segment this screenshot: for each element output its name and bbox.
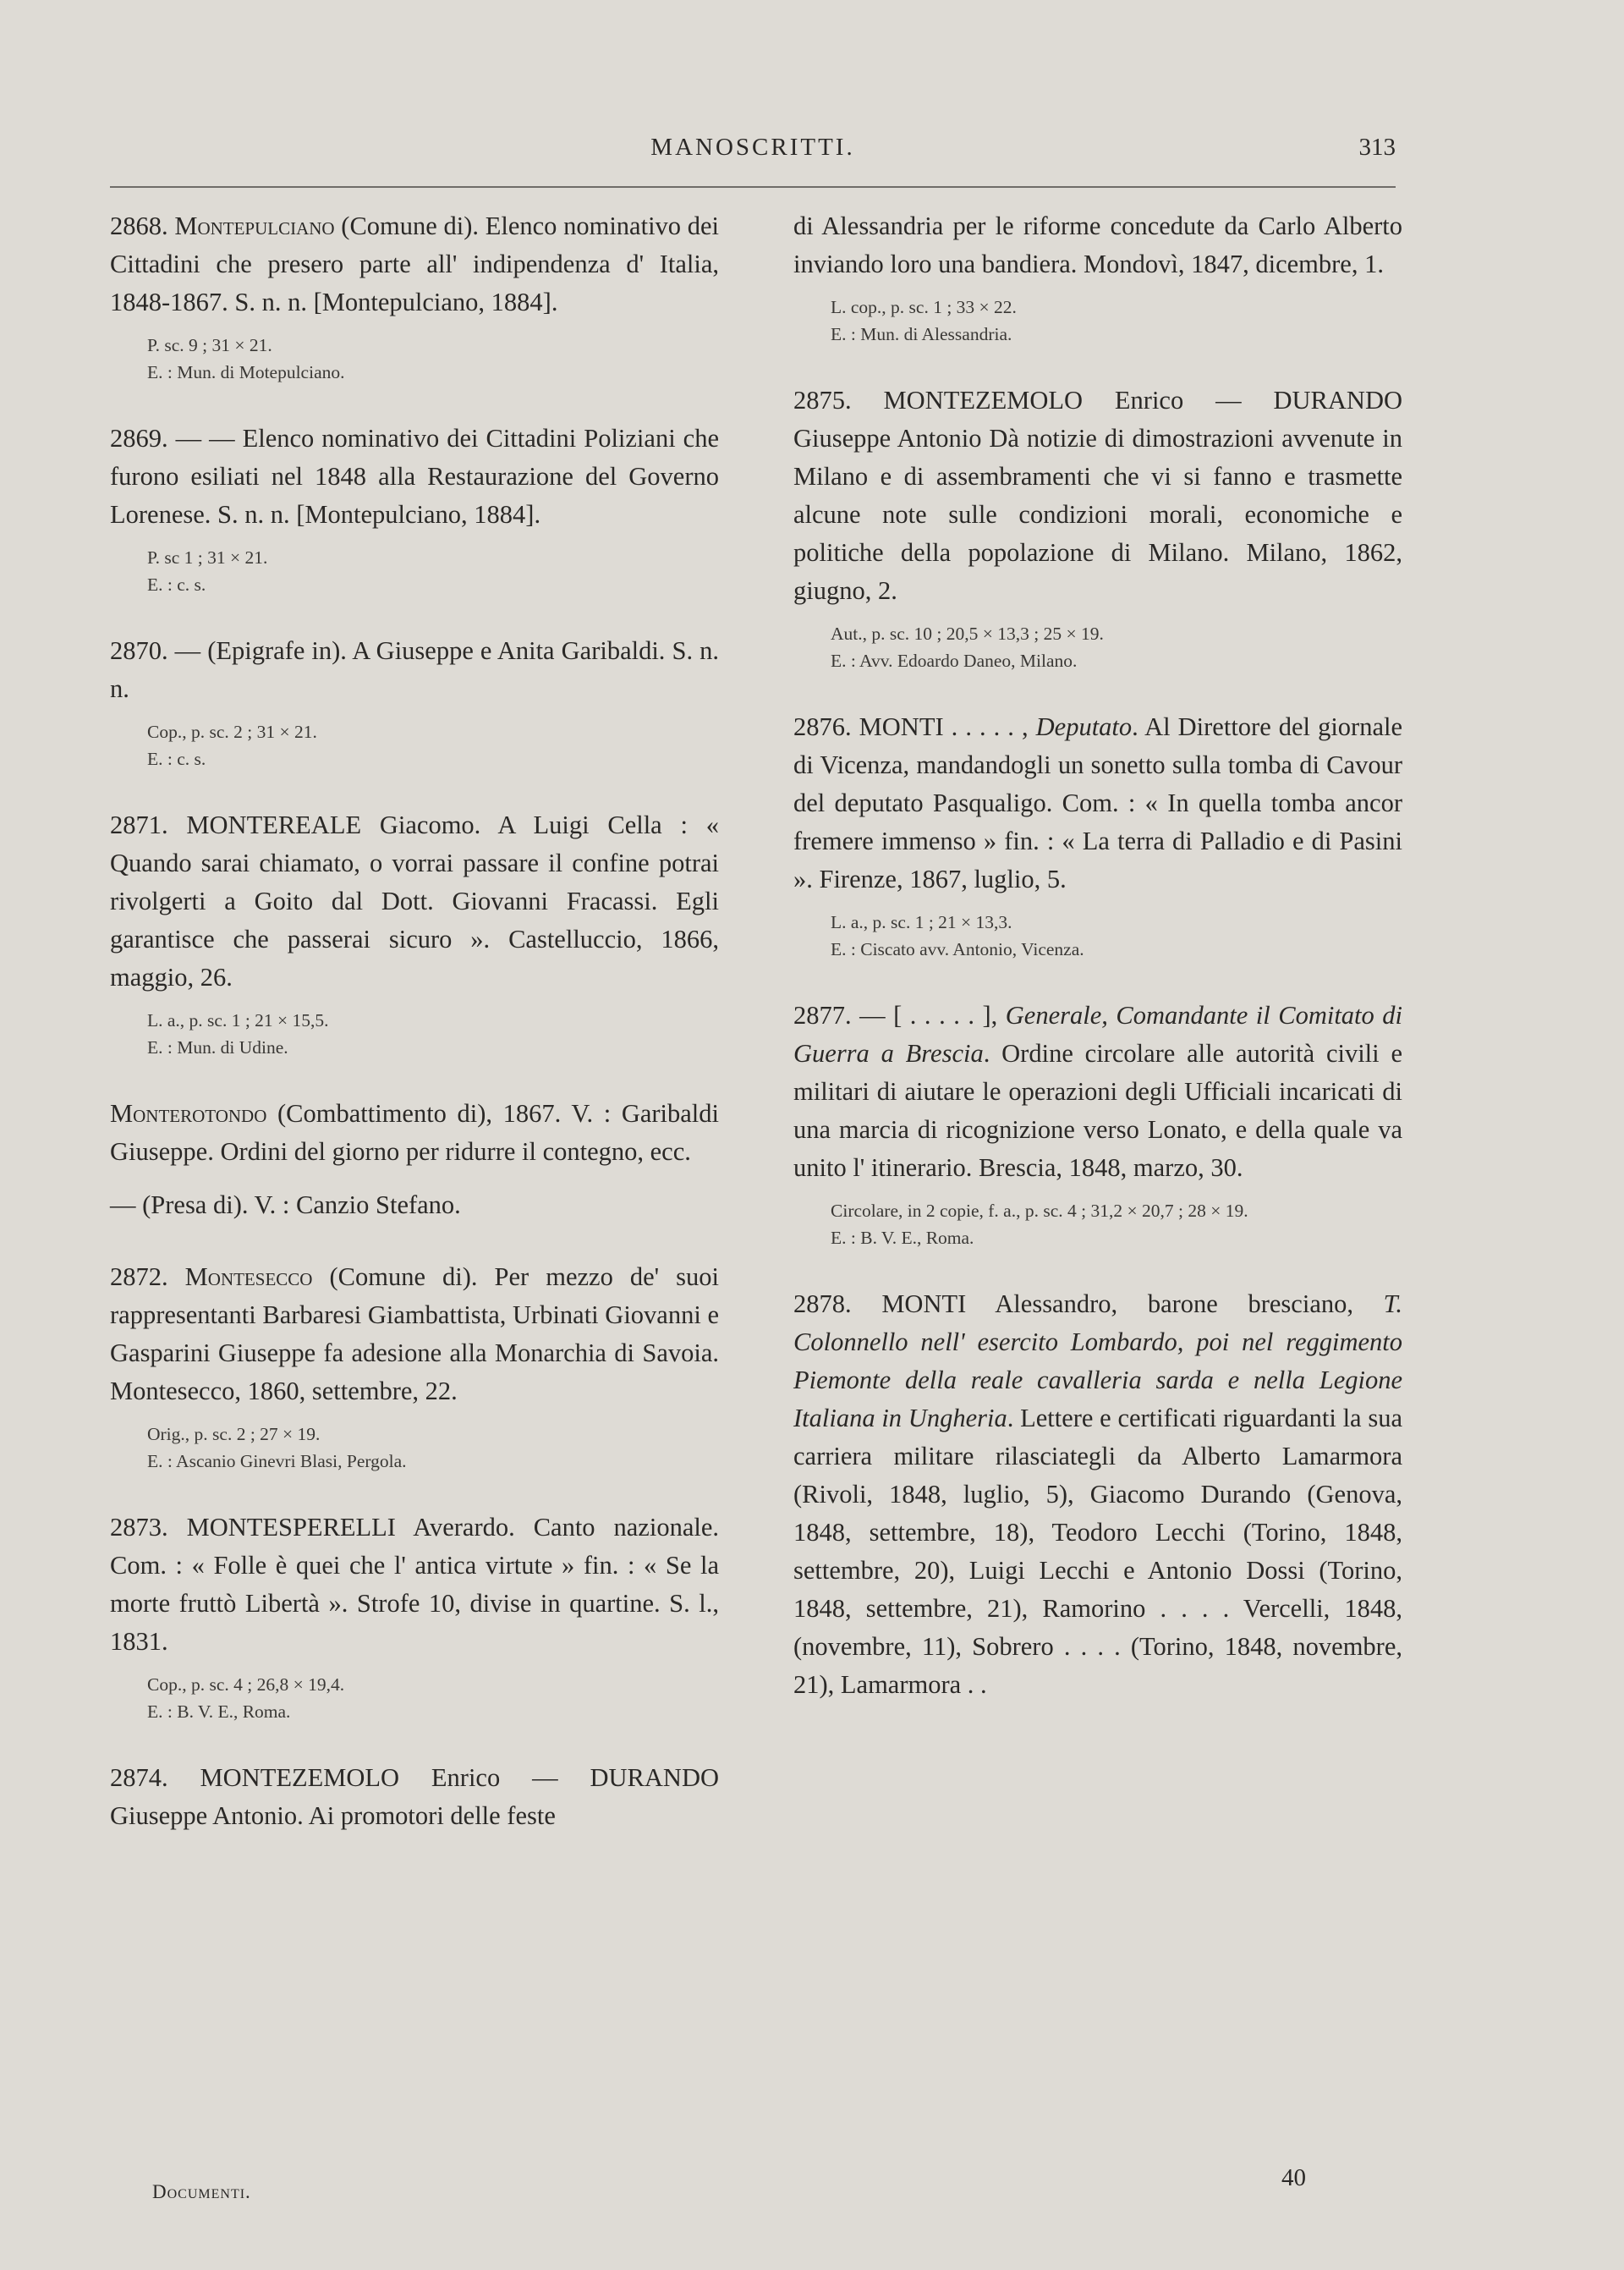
meta-source: E. : Mun. di Alessandria. (831, 324, 1012, 344)
meta-description: Cop., p. sc. 4 ; 26,8 × 19,4. (147, 1674, 345, 1695)
entry-2874-continued (793, 207, 1402, 348)
meta-description: Aut., p. sc. 10 ; 20,5 × 13,3 ; 25 × 19. (831, 624, 1104, 644)
entry-meta (793, 1197, 1402, 1251)
entry-text: 2870. — (Epigrafe in). A Giuseppe e Anita Garibaldi. S. n. n. (110, 636, 719, 703)
entry-meta (110, 1007, 719, 1061)
left-column (110, 207, 719, 1869)
entry-meta (110, 1671, 719, 1725)
entry-meta (793, 909, 1402, 963)
entry-2878 (793, 1285, 1402, 1704)
page-number: 313 (1358, 134, 1396, 161)
meta-description: L. a., p. sc. 1 ; 21 × 13,3. (831, 912, 1012, 932)
signature-mark: Documenti. (152, 2181, 251, 2202)
meta-source: E. : c. s. (147, 574, 206, 595)
entry-2874 (110, 1759, 719, 1835)
entry-text: 2877. — [ . . . . . ], Generale, Comandante il Comitato di Guerra a Brescia. Ordine circolare alle autorità civili e militari di aiutare le operazioni degli Ufficiali incaricati di una marcia di ricognizione verso Lonato, e della quale va unito l' itinerario. Brescia, 1848, marzo, 30. (793, 1001, 1402, 1182)
meta-source: E. : Ciscato avv. Antonio, Vicenza. (831, 939, 1084, 959)
entry-text: 2874. MONTEZEMOLO Enrico — DURANDO Giuseppe Antonio. Ai promotori delle feste (110, 1763, 719, 1830)
entry-text: 2873. MONTESPERELLI Averardo. Canto nazionale. Com. : « Folle è quei che l' antica virtute » fin. : « Se la morte fruttò Libertà ». Strofe 10, divise in quartine. S. l., 1831. (110, 1513, 719, 1656)
entry-text: 2872. Montesecco (Comune di). Per mezzo de' suoi rappresentanti Barbaresi Giambattista, Urbinati Giovanni e Gasparini Giuseppe fa adesione alla Monarchia di Savoia. Montesecco, 1860, settembre, 22. (110, 1262, 719, 1405)
meta-description: P. sc. 9 ; 31 × 21. (147, 335, 272, 355)
cross-reference: Monterotondo (Combattimento di), 1867. V. : Garibaldi Giuseppe. Ordini del giorno per ridurre il contegno, ecc. (110, 1099, 719, 1166)
meta-description: L. a., p. sc. 1 ; 21 × 15,5. (147, 1010, 329, 1031)
entry-text: 2876. MONTI . . . . . , Deputato. Al Direttore del giornale di Vicenza, mandandogli un sonetto sulla tomba di Cavour del deputato Pasqualigo. Com. : « In quella tomba ancor fremere immenso » fin. : « La terra di Palladio e di Pasini ». Firenze, 1867, luglio, 5. (793, 712, 1402, 893)
meta-source: E. : Mun. di Motepulciano. (147, 362, 345, 382)
entry-meta (110, 718, 719, 772)
meta-source: E. : Ascanio Ginevri Blasi, Pergola. (147, 1451, 407, 1471)
entry-meta (110, 544, 719, 598)
entry-meta (793, 620, 1402, 674)
header-rule (110, 186, 1396, 188)
entry-text: 2868. Montepulciano (Comune di). Elenco nominativo dei Cittadini che presero parte all' indipendenza d' Italia, 1848-1867. S. n. n. [Montepulciano, 1884]. (110, 212, 720, 316)
meta-source: E. : c. s. (147, 749, 206, 769)
meta-source: E. : B. V. E., Roma. (147, 1701, 291, 1722)
meta-source: E. : Mun. di Udine. (147, 1037, 288, 1058)
entry-2871 (110, 806, 719, 1061)
running-title: MANOSCRITTI. (650, 134, 855, 161)
entry-text: 2869. — — Elenco nominativo dei Cittadini Poliziani che furono esiliati nel 1848 alla Restaurazione del Governo Lorenese. S. n. n. [Montepulciano, 1884]. (110, 424, 719, 529)
meta-description: Orig., p. sc. 2 ; 27 × 19. (147, 1424, 321, 1444)
entry-text: di Alessandria per le riforme concedute da Carlo Alberto inviando loro una bandiera. Mondovì, 1847, dicembre, 1. (793, 212, 1402, 278)
entry-2870 (110, 632, 719, 772)
entry-meta (110, 1421, 719, 1475)
running-head (110, 134, 1396, 168)
entry-2873 (110, 1509, 719, 1725)
entry-meta (110, 332, 719, 386)
right-column (793, 207, 1402, 1738)
cross-reference: — (Presa di). V. : Canzio Stefano. (110, 1190, 461, 1219)
entry-text: 2871. MONTEREALE Giacomo. A Luigi Cella : « Quando sarai chiamato, o vorrai passare il confine potrai rivolgerti a Goito dal Dott. Giovanni Fracassi. Egli garantisce che passerai sicuro ». Castelluccio, 1866, maggio, 26. (110, 811, 719, 992)
meta-description: P. sc 1 ; 31 × 21. (147, 547, 268, 568)
entry-2868 (110, 207, 719, 386)
signature-number: 40 (1281, 2164, 1306, 2191)
entry-text: 2875. MONTEZEMOLO Enrico — DURANDO Giuseppe Antonio Dà notizie di dimostrazioni avvenute in Milano e di assembramenti che vi si fanno e trasmette alcune note sulle condizioni morali, economiche e politiche della popolazione di Milano. Milano, 1862, giugno, 2. (793, 386, 1402, 605)
cross-references (110, 1095, 719, 1224)
entry-2872 (110, 1258, 719, 1475)
meta-description: Circolare, in 2 copie, f. a., p. sc. 4 ; 31,2 × 20,7 ; 28 × 19. (831, 1201, 1248, 1221)
entry-2876 (793, 708, 1402, 963)
entry-2875 (793, 382, 1402, 674)
entry-text: 2878. MONTI Alessandro, barone bresciano, T. Colonnello nell' esercito Lombardo, poi nel reggimento Piemonte della reale cavalleria sarda e nella Legione Italiana in Ungheria. Lettere e certificati riguardanti la sua carriera militare rilasciategli da Alberto Lamarmora (Rivoli, 1848, luglio, 5), Giacomo Durando (Genova, 1848, settembre, 18), Teodoro Lecchi (Torino, 1848, settembre, 20), Luigi Lecchi e Antonio Dossi (Torino, 1848, settembre, 21), Ramorino . . . . Vercelli, 1848, (novembre, 11), Sobrero . . . . (Torino, 1848, novembre, 21), Lamarmora . . (793, 1289, 1402, 1699)
entry-2869 (110, 420, 719, 598)
meta-description: L. cop., p. sc. 1 ; 33 × 22. (831, 297, 1017, 317)
meta-source: E. : Avv. Edoardo Daneo, Milano. (831, 651, 1078, 671)
meta-source: E. : B. V. E., Roma. (831, 1228, 974, 1248)
entry-meta (793, 294, 1402, 348)
meta-description: Cop., p. sc. 2 ; 31 × 21. (147, 722, 317, 742)
entry-2877 (793, 997, 1402, 1251)
